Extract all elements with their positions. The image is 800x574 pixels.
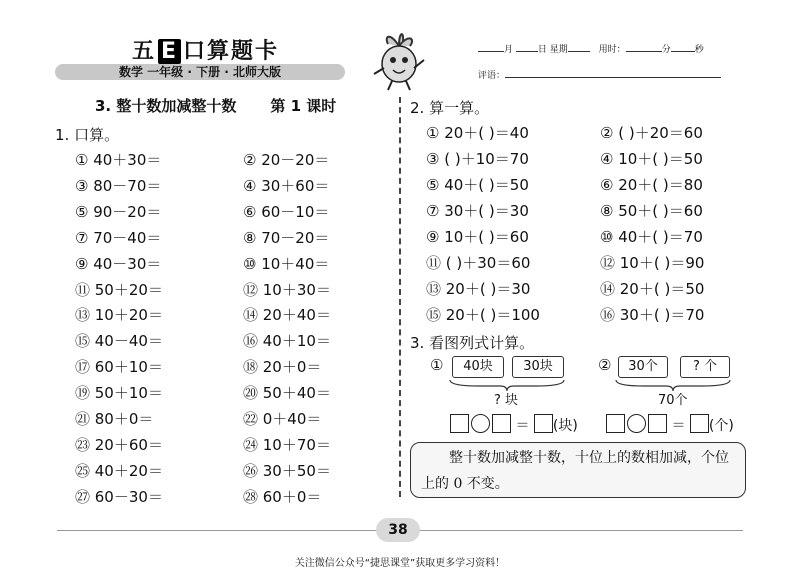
section1-problem: ㉒ 0＋40＝: [243, 410, 322, 428]
radish-mascot-icon: [370, 30, 428, 92]
section1-problem: ㉔ 10＋70＝: [243, 435, 331, 454]
operator-circle[interactable]: [627, 414, 646, 433]
time-used-label: 用时：: [598, 45, 626, 55]
item2-box-unknown: ? 个: [680, 356, 730, 378]
section1-problem: ㉕ 40＋20＝: [75, 461, 163, 480]
section1-problem: ⑪ 50＋20＝: [75, 280, 163, 299]
month-label: 月: [504, 45, 514, 55]
section2-problem: ⑦ 30＋( )＝30: [426, 202, 529, 220]
item2-unit: (个): [708, 418, 734, 434]
section1-problem: ⑯ 40＋10＝: [243, 332, 331, 351]
section2-problem: ③ ( )＋10＝70: [426, 150, 529, 168]
item1-number: ①: [430, 356, 444, 374]
section1-problem: ⑳ 50＋40＝: [243, 384, 331, 403]
section2-problem: ⑧ 50＋( )＝60: [600, 202, 703, 220]
section1-problem: ③ 80－70＝: [75, 176, 162, 195]
answer-box[interactable]: [450, 414, 469, 433]
lesson-period: 第 1 课时: [270, 97, 337, 115]
week-label: 星期: [549, 45, 568, 55]
section2-problem: ⑨ 10＋( )＝60: [426, 228, 529, 246]
section2-problem: ① 20＋( )＝40: [426, 124, 529, 142]
comment-line: [478, 68, 721, 81]
grade-banner: 数学 一年级 · 下册 · 北师大版: [55, 64, 345, 80]
lesson-title: [95, 95, 336, 116]
comment-label: 评语：: [478, 71, 506, 81]
item1-total: ? 块: [494, 393, 519, 408]
section1-problem: ⑭ 20＋40＝: [243, 306, 331, 325]
section1-problem: ⑰ 60＋10＝: [75, 358, 163, 377]
footer-note: 关注微信公众号“捷思课堂”获取更多学习资料！: [294, 558, 506, 569]
section2-problem: ② ( )＋20＝60: [600, 124, 703, 142]
brand-title: [132, 34, 279, 65]
section2-problem: ⑫ 10＋( )＝90: [600, 254, 705, 272]
section1-problem: ⑮ 40－40＝: [75, 332, 163, 351]
section1-problem: ㉖ 30＋50＝: [243, 461, 331, 480]
answer-box[interactable]: [606, 414, 625, 433]
day-label: 日: [537, 45, 547, 55]
section1-problem: ㉗ 60－30＝: [75, 487, 163, 506]
brand-e-logo: E: [158, 39, 181, 64]
section1-problem: ㉓ 20＋60＝: [75, 435, 163, 454]
section1-problem: ④ 30＋60＝: [243, 176, 330, 195]
second-label: 秒: [694, 45, 704, 55]
answer-box[interactable]: [492, 414, 511, 433]
section1-problem: ② 20－20＝: [243, 151, 330, 169]
lesson-name: 3. 整十数加减整十数: [95, 97, 237, 115]
page-number: 38: [376, 518, 420, 542]
answer-box[interactable]: [534, 414, 553, 433]
section1-problem: ⑩ 10＋40＝: [243, 254, 330, 273]
section1-problem: ⑨ 40－30＝: [75, 254, 162, 273]
item1-box-30: 30块: [512, 356, 564, 378]
operator-circle[interactable]: [471, 414, 490, 433]
item2-box-30: 30个: [618, 356, 668, 378]
section1-problem: ㉘ 60＋0＝: [243, 487, 322, 506]
answer-box[interactable]: [690, 414, 709, 433]
item1-equation: ＝ (块): [450, 414, 578, 435]
section1-problem: ① 40＋30＝: [75, 151, 162, 169]
minute-label: 分: [661, 45, 671, 55]
section2-problem: ⑤ 40＋( )＝50: [426, 176, 529, 194]
section2-problem: ④ 10＋( )＝50: [600, 150, 703, 168]
section2-problem: ⑩ 40＋( )＝70: [600, 228, 703, 246]
item1-unit: (块): [552, 418, 578, 434]
column-divider: [399, 97, 401, 497]
item2-equation: ＝ (个): [606, 414, 734, 435]
tip-box: [410, 442, 746, 498]
section2-problem: ⑭ 20＋( )＝50: [600, 280, 705, 298]
section1-problem: ⑲ 50＋10＝: [75, 384, 163, 403]
section2-problem: ⑯ 30＋( )＝70: [600, 306, 705, 324]
date-time-line: [478, 42, 704, 55]
item2-number: ②: [598, 356, 612, 374]
item2-total: 70个: [658, 393, 688, 408]
item1-box-40: 40块: [452, 356, 504, 378]
section1-problem: ㉑ 80＋0＝: [75, 410, 154, 428]
brand-part1: 五: [132, 39, 157, 64]
section1-title: 1. 口算。: [55, 126, 120, 144]
section1-problem: ⑬ 10＋20＝: [75, 306, 163, 325]
section1-problem: ⑦ 70－40＝: [75, 228, 162, 247]
section2-problem: ⑮ 20＋( )＝100: [426, 306, 540, 324]
section2-problem: ⑥ 20＋( )＝80: [600, 176, 703, 194]
section1-problem: ⑱ 20＋0＝: [243, 358, 322, 377]
tip-text: 整十数加减整十数，十位上的数相加减，个位上的 0 不变。: [421, 450, 729, 492]
section1-problem: ⑫ 10＋30＝: [243, 280, 331, 299]
section2-title: 2. 算一算。: [410, 99, 490, 117]
answer-box[interactable]: [648, 414, 667, 433]
section2-problem: ⑪ ( )＋30＝60: [426, 254, 531, 272]
section2-problem: ⑬ 20＋( )＝30: [426, 280, 531, 298]
section1-problem: ⑤ 90－20＝: [75, 202, 162, 221]
section1-problem: ⑧ 70－20＝: [243, 228, 330, 247]
brand-part2: 口算题卡: [183, 39, 280, 64]
section3-title: 3. 看图列式计算。: [410, 334, 535, 352]
section1-problem: ⑥ 60－10＝: [243, 202, 330, 221]
